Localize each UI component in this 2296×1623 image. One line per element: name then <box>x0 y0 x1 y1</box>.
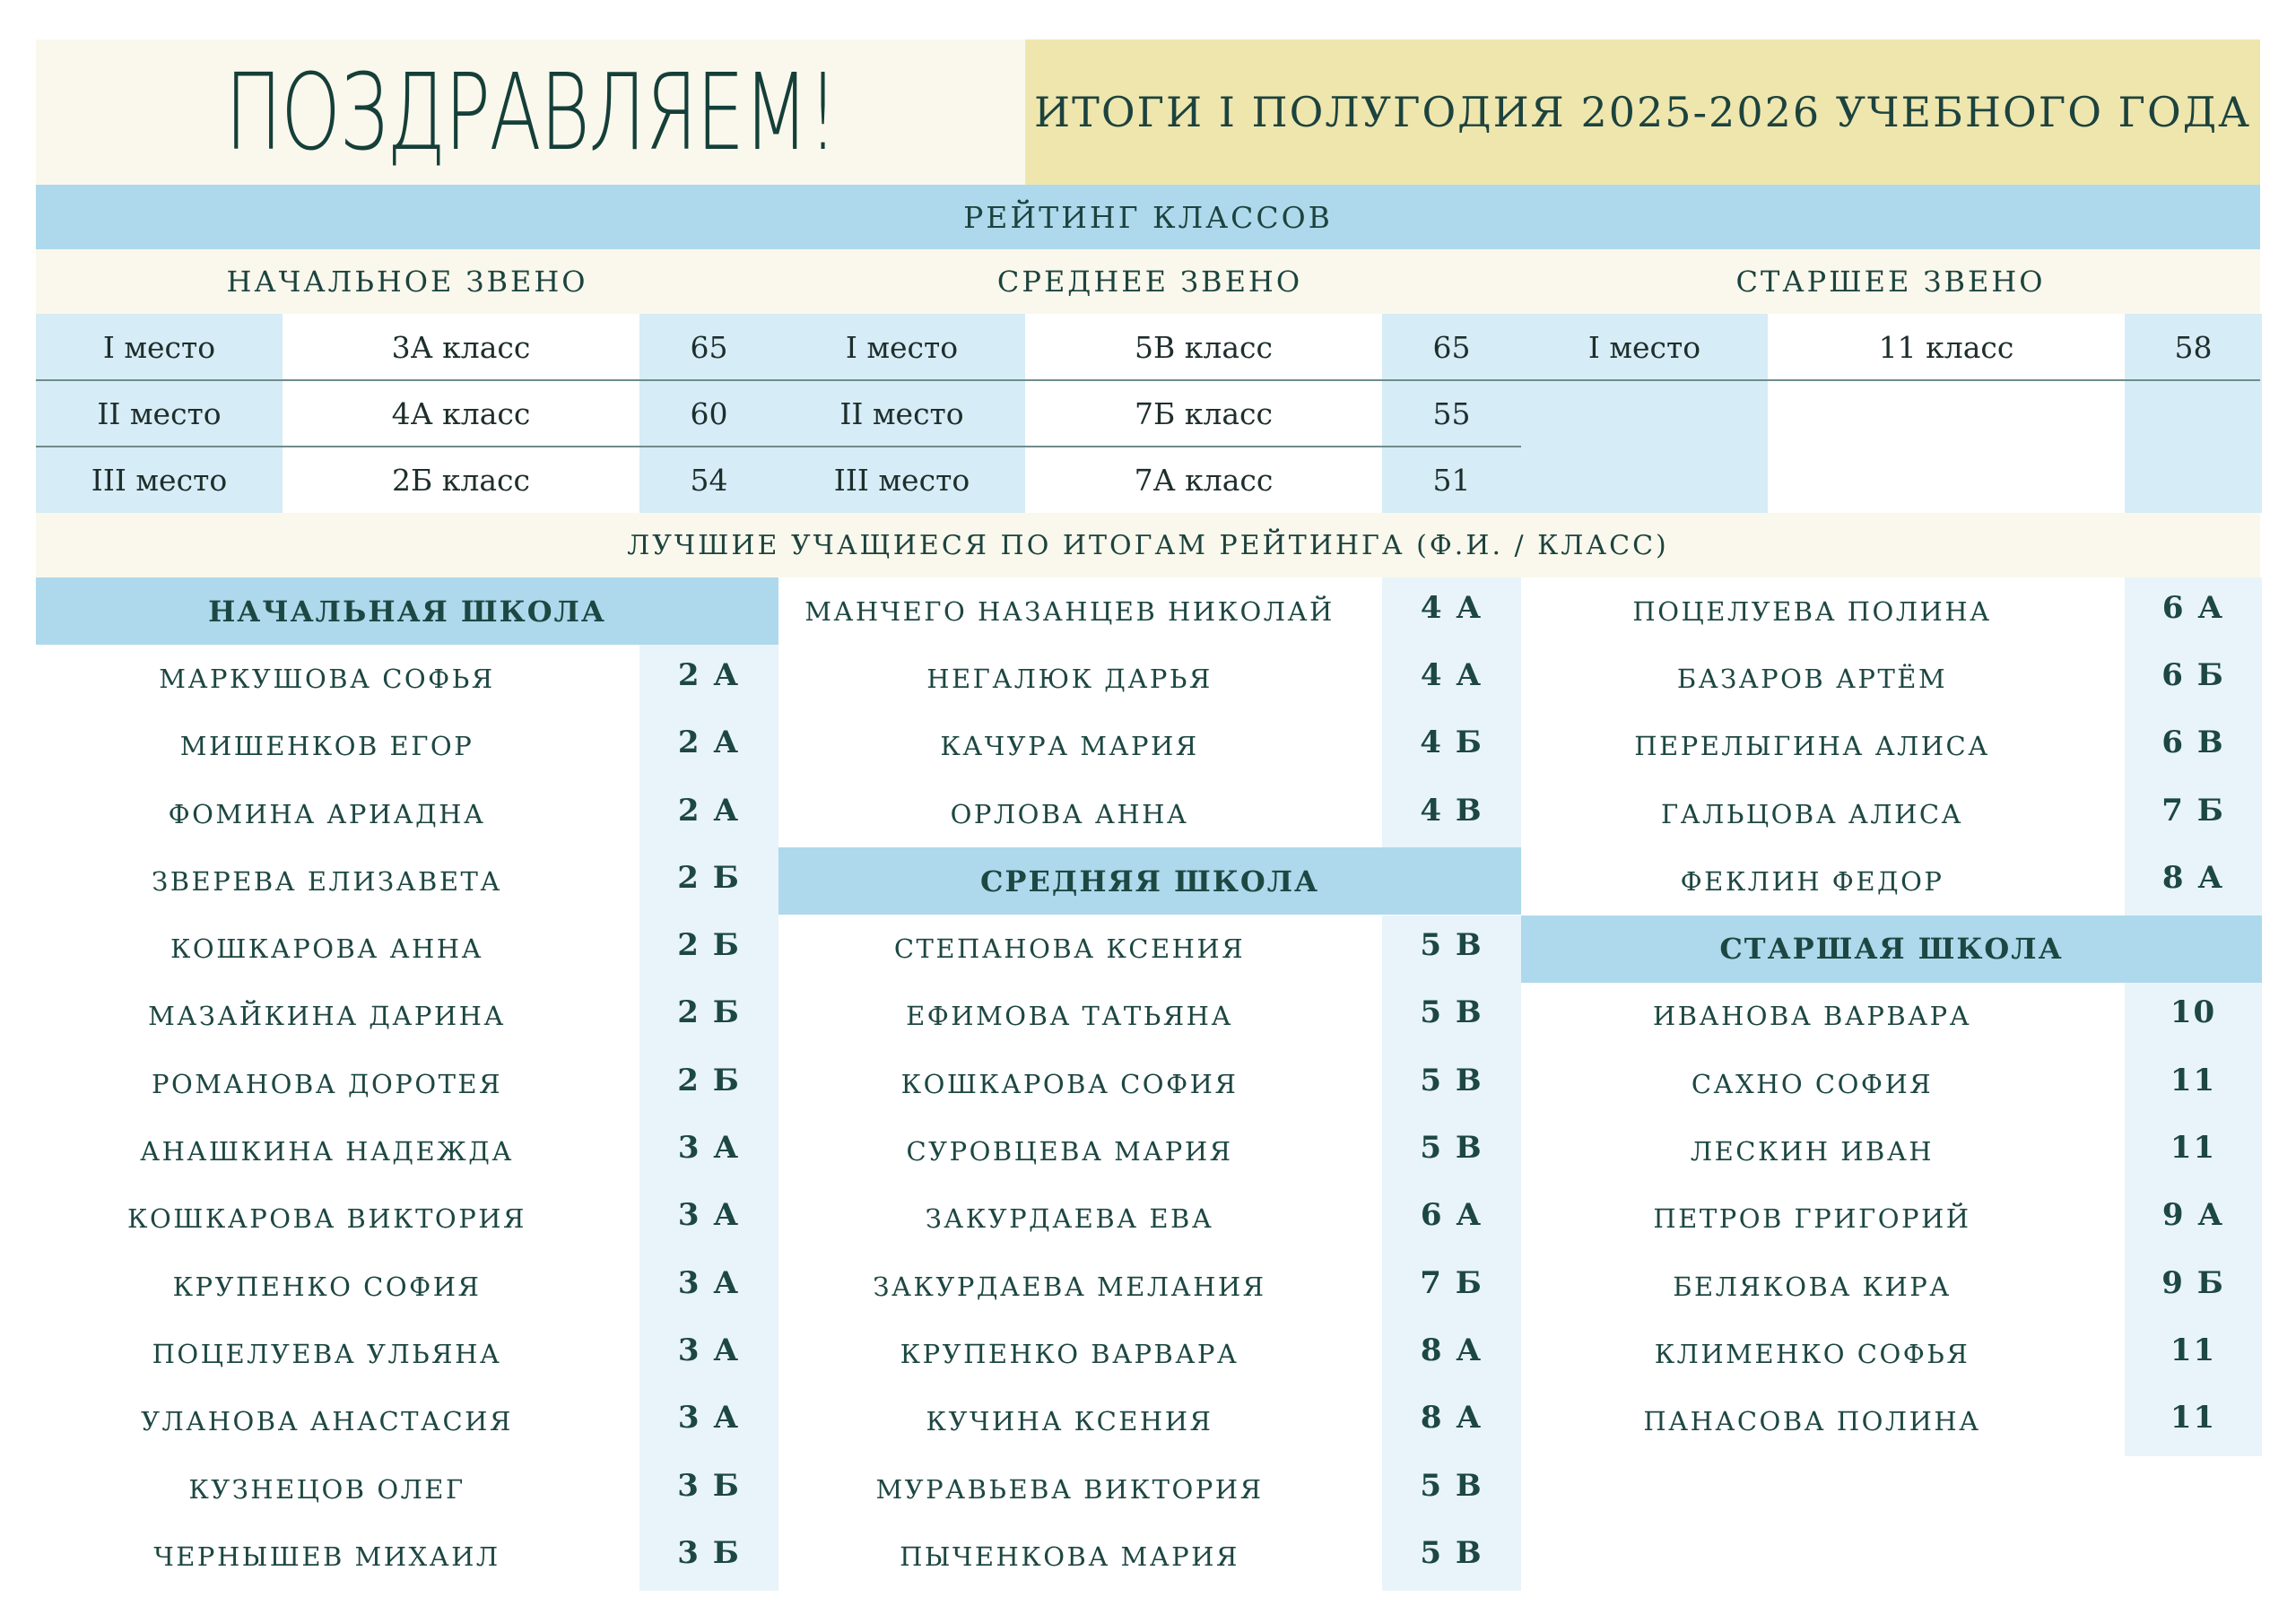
student-name: ГАЛЬЦОВА АЛИСА <box>1660 798 1964 829</box>
student-class: 4 Б <box>1420 725 1483 761</box>
rating-score: 55 <box>1432 395 1471 431</box>
rating-place: II место <box>97 395 222 431</box>
student-class: 5 В <box>1420 1534 1483 1571</box>
student-name: КОШКАРОВА АННА <box>170 933 483 965</box>
rating-class-cell <box>1768 380 2125 447</box>
student-class: 6 Б <box>2161 656 2225 693</box>
rating-score-cell <box>2125 447 2262 513</box>
student-class: 6 В <box>2161 725 2225 761</box>
rating-score: 65 <box>1432 329 1471 365</box>
rating-class: 2Б класс <box>392 462 530 498</box>
student-name: МАРКУШОВА СОФЬЯ <box>159 663 495 694</box>
student-class: 4 А <box>1420 656 1483 693</box>
student-name: ОРЛОВА АННА <box>950 798 1189 829</box>
section-header: НАЧАЛЬНАЯ ШКОЛА <box>36 577 778 645</box>
student-name: КРУПЕНКО СОФИЯ <box>172 1271 482 1302</box>
student-class: 2 Б <box>677 859 741 896</box>
student-class: 2 А <box>677 792 741 829</box>
student-class: 11 <box>2170 1062 2217 1098</box>
student-name: МИШЕНКОВ ЕГОР <box>179 731 474 762</box>
student-name: ЧЕРНЫШЕВ МИХАИЛ <box>153 1541 500 1572</box>
rating-divider <box>36 379 1521 381</box>
rating-place: II место <box>839 395 964 431</box>
rating-class: 5В класс <box>1135 329 1273 365</box>
student-class: 10 <box>2170 994 2217 1031</box>
student-class: 8 А <box>1420 1332 1483 1368</box>
student-class: 5 В <box>1420 994 1483 1031</box>
student-name: ЕФИМОВА ТАТЬЯНА <box>906 1001 1233 1032</box>
student-name: ПОЦЕЛУЕВА ПОЛИНА <box>1632 595 1992 627</box>
student-class: 6 А <box>2161 589 2225 626</box>
rating-place: III место <box>833 462 970 498</box>
rating-score: 60 <box>690 395 728 431</box>
zone-senior-title: СТАРШЕЕ ЗВЕНО <box>1735 265 2046 299</box>
rating-class: 7А класс <box>1134 462 1274 498</box>
student-name: УЛАНОВА АНАСТАСИЯ <box>141 1406 513 1437</box>
student-class: 11 <box>2170 1332 2217 1368</box>
rating-divider <box>36 446 1521 447</box>
rating-place-cell <box>1521 380 1768 447</box>
student-class: 11 <box>2170 1400 2217 1436</box>
student-name: РОМАНОВА ДОРОТЕЯ <box>151 1068 503 1099</box>
rating-class: 7Б класс <box>1135 395 1273 431</box>
student-name: МАНЧЕГО НАЗАНЦЕВ НИКОЛАЙ <box>804 595 1335 627</box>
student-class: 3 А <box>677 1400 741 1436</box>
rating-place-cell <box>1521 447 1768 513</box>
student-class: 5 В <box>1420 1062 1483 1098</box>
student-name: ЗВЕРЕВА ЕЛИЗАВЕТА <box>152 865 502 897</box>
student-class: 5 В <box>1420 927 1483 964</box>
student-name: КОШКАРОВА ВИКТОРИЯ <box>127 1203 526 1235</box>
student-name: ЗАКУРДАЕВА МЕЛАНИЯ <box>873 1271 1266 1302</box>
student-name: КЛИМЕНКО СОФЬЯ <box>1654 1338 1970 1369</box>
student-class: 2 А <box>677 725 741 761</box>
student-class: 7 Б <box>1420 1264 1483 1301</box>
rating-score: 65 <box>690 329 728 365</box>
student-name: САХНО СОФИЯ <box>1691 1068 1934 1099</box>
section-header: СРЕДНЯЯ ШКОЛА <box>778 847 1521 915</box>
student-name: КУЗНЕЦОВ ОЛЕГ <box>188 1473 465 1505</box>
zone-middle-title: СРЕДНЕЕ ЗВЕНО <box>996 265 1303 299</box>
student-class: 3 А <box>677 1130 741 1167</box>
student-name: ЗАКУРДАЕВА ЕВА <box>925 1203 1214 1235</box>
rating-class: 11 класс <box>1878 329 2014 365</box>
student-class: 3 А <box>677 1264 741 1301</box>
class-rating-header: РЕЙТИНГ КЛАССОВ <box>36 185 2260 249</box>
student-class: 2 А <box>677 656 741 693</box>
student-name: ФОМИНА АРИАДНА <box>168 798 486 829</box>
student-class: 3 Б <box>677 1534 741 1571</box>
student-name: ЛЕСКИН ИВАН <box>1690 1136 1935 1167</box>
student-name: НЕГАЛЮК ДАРЬЯ <box>926 663 1213 694</box>
student-name: КРУПЕНКО ВАРВАРА <box>900 1338 1239 1369</box>
rating-class: 3А класс <box>391 329 531 365</box>
student-name: СТЕПАНОВА КСЕНИЯ <box>893 933 1246 965</box>
student-name: ИВАНОВА ВАРВАРА <box>1652 1001 1972 1032</box>
student-name: МУРАВЬЕВА ВИКТОРИЯ <box>875 1473 1264 1505</box>
student-name: ПОЦЕЛУЕВА УЛЬЯНА <box>152 1338 502 1369</box>
student-class: 5 В <box>1420 1130 1483 1167</box>
rating-place: III место <box>91 462 228 498</box>
student-class: 4 В <box>1420 792 1483 829</box>
student-class: 5 В <box>1420 1467 1483 1504</box>
title-banner <box>1025 39 2260 185</box>
rating-place: I место <box>102 329 216 365</box>
best-students-header: ЛУЧШИЕ УЧАЩИЕСЯ ПО ИТОГАМ РЕЙТИНГА (Ф.И. / КЛАСС) <box>36 513 2260 577</box>
student-class: 2 Б <box>677 994 741 1031</box>
congrats-title: ПОЗДРАВЛЯЕМ! <box>224 50 837 174</box>
student-name: БЕЛЯКОВА КИРА <box>1673 1271 1952 1302</box>
student-name: МАЗАЙКИНА ДАРИНА <box>148 1001 506 1032</box>
rating-score: 54 <box>690 462 728 498</box>
student-class: 9 Б <box>2161 1264 2225 1301</box>
student-class: 8 А <box>2161 859 2225 896</box>
student-class: 3 А <box>677 1332 741 1368</box>
student-class: 2 Б <box>677 927 741 964</box>
congrats-banner <box>36 39 1025 185</box>
student-class: 8 А <box>1420 1400 1483 1436</box>
rating-score: 51 <box>1432 462 1471 498</box>
student-class: 11 <box>2170 1130 2217 1167</box>
rating-score: 58 <box>2174 329 2213 365</box>
rating-class-cell <box>1768 447 2125 513</box>
student-name: СУРОВЦЕВА МАРИЯ <box>906 1136 1233 1167</box>
student-class: 2 Б <box>677 1062 741 1098</box>
student-name: КУЧИНА КСЕНИЯ <box>926 1406 1213 1437</box>
student-class: 4 А <box>1420 589 1483 626</box>
student-name: ПЫЧЕНКОВА МАРИЯ <box>900 1541 1239 1572</box>
student-name: КАЧУРА МАРИЯ <box>940 731 1199 762</box>
student-name: ПЕРЕЛЫГИНА АЛИСА <box>1634 731 1990 762</box>
rating-score-cell <box>2125 380 2262 447</box>
rating-place: I место <box>1587 329 1701 365</box>
student-name: АНАШКИНА НАДЕЖДА <box>140 1136 514 1167</box>
rating-class: 4А класс <box>391 395 531 431</box>
student-class: 7 Б <box>2161 792 2225 829</box>
section-header: СТАРШАЯ ШКОЛА <box>1521 916 2262 983</box>
student-class: 3 Б <box>677 1467 741 1504</box>
page-title: ИТОГИ I ПОЛУГОДИЯ 2025-2026 УЧЕБНОГО ГОДА <box>1034 88 2251 136</box>
student-class: 6 А <box>1420 1197 1483 1234</box>
student-class: 3 А <box>677 1197 741 1234</box>
student-class: 9 А <box>2161 1197 2225 1234</box>
student-name: БАЗАРОВ АРТЁМ <box>1676 663 1948 694</box>
student-name: ПАНАСОВА ПОЛИНА <box>1643 1406 1981 1437</box>
rating-place: I место <box>845 329 959 365</box>
zone-primary-title: НАЧАЛЬНОЕ ЗВЕНО <box>226 265 588 299</box>
student-name: КОШКАРОВА СОФИЯ <box>900 1068 1239 1099</box>
student-name: ФЕКЛИН ФЕДОР <box>1680 865 1944 897</box>
rating-divider <box>1521 379 2260 381</box>
student-name: ПЕТРОВ ГРИГОРИЙ <box>1653 1203 1971 1235</box>
